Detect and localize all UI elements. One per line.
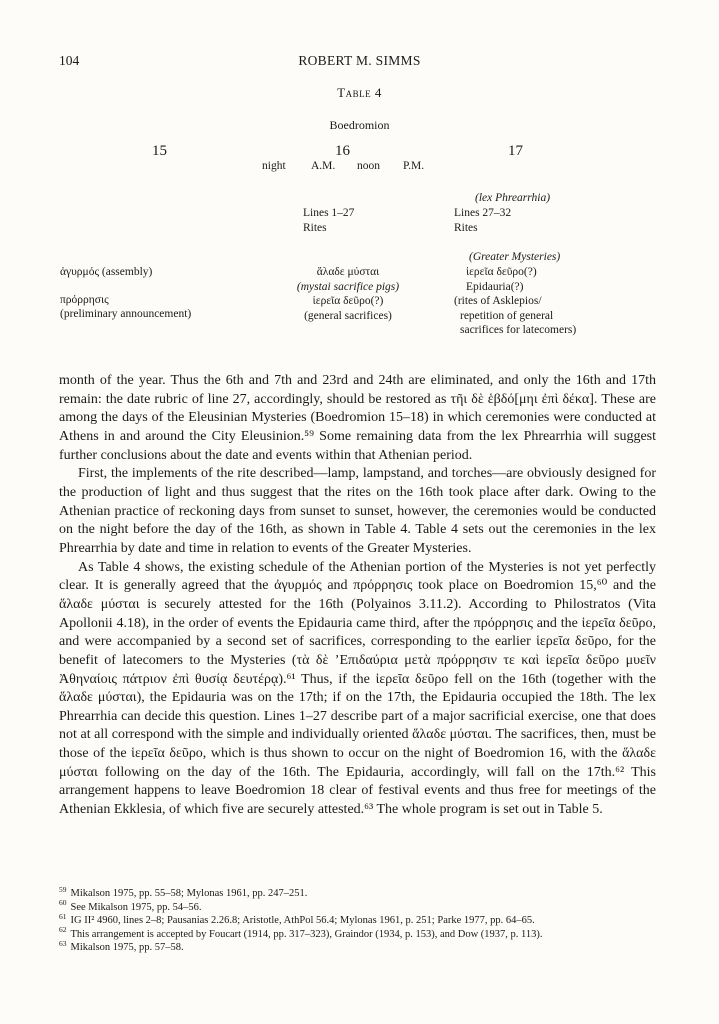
footnotes	[59, 884, 669, 955]
footnote	[59, 925, 669, 942]
event: (mystai sacrifice pigs)	[296, 280, 400, 293]
paragraph: As Table 4 shows, the existing schedule of the Athenian portion of the Mysteries is not yet perfectly clear. It is generally agreed that the ἀγυρμός and πρόρρησις took place on Boedromion 15,⁶⁰ and the ἅλαδε μύσται is securely attested for the 16th (Polyainos 3.11.2). According to Philostratos (Vita Apollonii 4.18), in the order of events the Epidauria came third, after the πρόρρησις and the ἱερεῖα δεῦρο, and were accompanied by a second set of sacrifices, corresponding to the earlier ἱερεῖα δεῦρο, for the benefit of latecomers to the Mysteries (τὰ δὲ ’Επιδαύρια μετὰ πρόρρησιν τε καὶ ἱερεῖα δεῦρο μυεῖν Ἀθηναίοις πάτριον ἐπὶ θυσίᾳ δευτέρᾳ).⁶¹ Thus, if the ἱερεῖα δεῦρο fell on the 16th (together with the ἅλαδε μύσται), the Epidauria was on the 17th; if on the 17th, the Epidauria occupied the 18th. The lex Phrearrhia can decide this question. Lines 1–27 describe part of a major sacrificial exercise, one that does not at all correspond with the simple and individually oriented ἅλαδε μύσται. The sacrifices, then, must be those of the ἱερεῖα δεῦρο, which is thus shown to occur on the night of Boedromion 16, with the ἅλαδε μύσται following on the day of the 16th. The Epidauria, accordingly, will fall on the 17th.⁶² This arrangement happens to leave Boedromion 18 clear of festival events and thus free for meetings of the Athenian Ekklesia, of which five are securely attested.⁶³ The whole program is set out in Table 5.	[59, 559, 656, 818]
col3-label2: (Greater Mysteries)	[469, 251, 561, 263]
col3-events	[454, 265, 576, 338]
footnote-text: Mikalson 1975, pp. 55–58; Mylonas 1961, pp. 247–251.	[70, 888, 308, 899]
event: repetition of general	[460, 309, 554, 322]
footnote-number: 63	[59, 938, 67, 948]
event: ἅλαδε μύσται	[316, 266, 380, 278]
footnote-text: Mikalson 1975, pp. 57–58.	[70, 942, 184, 954]
footnote-number: 61	[59, 911, 67, 921]
footnote-text: This arrangement is accepted by Foucart (1914, pp. 317–323), Graindor (1934, p. 153), and Dow (1937, p. 113).	[70, 928, 543, 940]
time-night: night	[262, 160, 286, 172]
col3-label: (lex Phrearrhia)	[475, 192, 551, 204]
footnote	[59, 911, 669, 928]
col2-events	[286, 265, 410, 323]
event: ἱερεῖα δεῦρο(?)	[466, 266, 537, 278]
day-15: 15	[152, 143, 167, 159]
table-title: Table 4	[337, 85, 382, 100]
body-text	[59, 372, 656, 820]
footnote	[59, 898, 669, 915]
table-month: Boedromion	[329, 118, 390, 132]
col3-lines	[454, 206, 511, 235]
event: πρόρρησις	[60, 293, 109, 306]
day-17: 17	[508, 143, 523, 159]
event: sacrifices for latecomers)	[460, 324, 577, 337]
event: ἱερεῖα δεῦρο(?)	[312, 295, 384, 308]
time-pm: P.M.	[403, 160, 425, 172]
col1-events	[60, 265, 191, 322]
col3-line: Rites	[454, 221, 478, 234]
footnote-text: IG II² 4960, lines 2–8; Pausanias 2.26.8; Aristotle, AthPol 56.4; Mylonas 1961, p. 251; Parke 1977, pp. 64–65.	[70, 915, 535, 927]
footnote-number: 59	[59, 884, 67, 894]
col2-line: Rites	[303, 221, 327, 234]
footnote	[59, 938, 669, 955]
event: Epidauria(?)	[466, 280, 524, 293]
paragraph: month of the year. Thus the 6th and 7th and 23rd and 24th are eliminated, and only the 16th and 17th remain: the date rubric of line 27, accordingly, should be restored as τῆι δὲ ἑβδό[μηι ἐπὶ δέκα]. These are among the days of the Eleusinian Mysteries (Boedromion 15–18) in which ceremonies were conducted at Athens in and around the City Eleusinion.⁵⁹ Some remaining data from the lex Phrearrhia will suggest further conclusions about the date and events within that Athenian period.	[59, 373, 656, 463]
paragraph: First, the implements of the rite described—lamp, lampstand, and torches—are obviously designed for the production of light and thus suggest that the rites on the 16th took place after dark. Owing to the Athenian practice of reckoning days from sunset to sunset, however, the ceremonies would be conducted on the night before the day of the 16th, as shown in Table 4. Table 4 sets out the ceremonies in the lex Phrearrhia by date and time in relation to events of the Greater Mysteries.	[59, 466, 656, 556]
event: (preliminary announcement)	[60, 308, 192, 321]
day-16: 16	[335, 143, 350, 159]
running-head: ROBERT M. SIMMS	[298, 53, 421, 68]
footnote-number: 62	[59, 925, 67, 935]
event: (general sacrifices)	[304, 309, 392, 322]
col2-line: Lines 1–27	[303, 207, 355, 219]
event: ἀγυρμός (assembly)	[60, 266, 153, 278]
footnote-text: See Mikalson 1975, pp. 54–56.	[70, 901, 202, 913]
col2-lines	[303, 206, 354, 235]
footnote	[59, 884, 669, 901]
footnote-number: 60	[59, 898, 67, 908]
page-number: 104	[59, 53, 80, 68]
event: (rites of Asklepios/	[454, 295, 542, 308]
time-am: A.M.	[311, 160, 336, 172]
col3-line: Lines 27–32	[454, 207, 512, 219]
time-noon: noon	[357, 160, 380, 172]
